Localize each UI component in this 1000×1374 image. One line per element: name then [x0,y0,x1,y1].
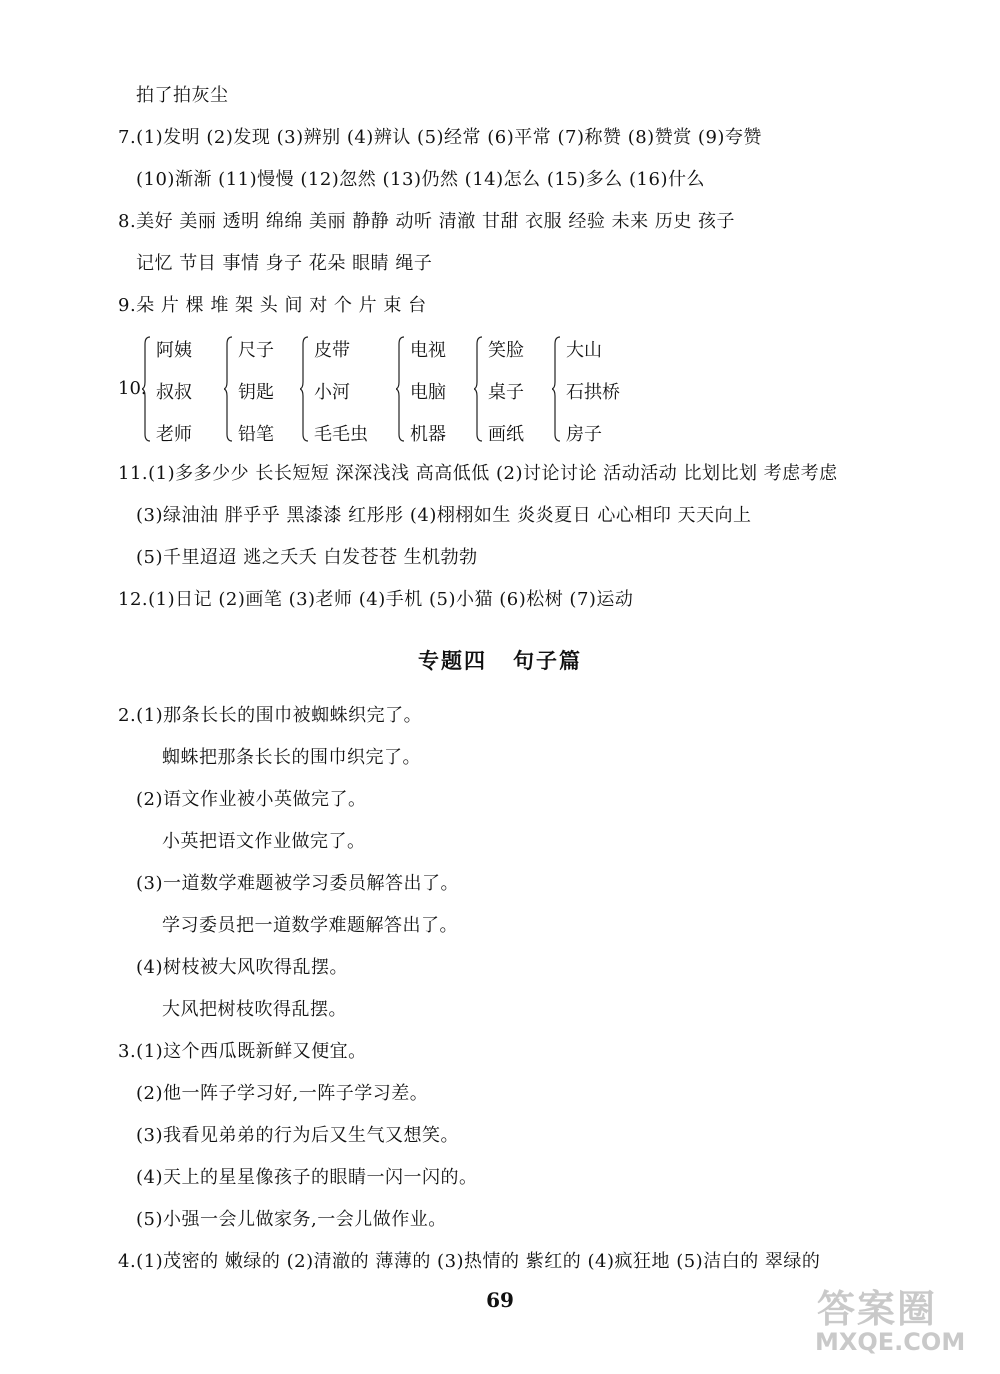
q10-word: 尺子 [238,340,274,361]
answer-line-q7: 7.(1)发明 (2)发现 (3)辨别 (4)辨认 (5)经常 (6)平常 (7)称赞 (8)赞赏 (9)夸赞 [118,127,762,148]
q10-word: 电视 [410,340,446,361]
brace-icon [142,336,151,442]
q10-word: 钥匙 [238,382,274,403]
section-title-part: 专题四 [418,649,487,673]
page-number: 69 [486,1288,514,1312]
q10-word: 阿姨 [156,340,192,361]
answer-line-s4: 4.(1)茂密的 嫩绿的 (2)清澈的 薄薄的 (3)热情的 紫红的 (4)疯狂地 (5)洁白的 翠绿的 [118,1251,821,1272]
brace-icon [224,336,233,442]
q10-word: 叔叔 [156,382,192,403]
answer-line-q8: 8.美好 美丽 透明 绵绵 美丽 静静 动听 清澈 甘甜 衣服 经验 未来 历史 孩子 [118,211,736,232]
answer-line-q12: 12.(1)日记 (2)画笔 (3)老师 (4)手机 (5)小猫 (6)松树 (7)运动 [118,589,634,610]
section-title-part: 句子篇 [513,649,582,673]
q10-word: 皮带 [314,340,350,361]
answer-line-q11-cont: (5)千里迢迢 逃之夭夭 白发苍苍 生机勃勃 [136,547,478,568]
answer-line-q11-cont: (3)绿油油 胖乎乎 黑漆漆 红彤彤 (4)栩栩如生 炎炎夏日 心心相印 天天向上 [136,505,752,526]
q10-word: 笑脸 [488,340,524,361]
watermark-logo: 答案圈 [817,1287,938,1331]
answer-line-q8-cont: 记忆 节目 事情 身子 花朵 眼睛 绳子 [136,253,433,274]
answer-line-s2: (3)一道数学难题被学习委员解答出了。 [136,873,459,894]
q10-word: 房子 [566,424,602,445]
q10-word: 铅笔 [238,424,274,445]
q10-word: 画纸 [488,424,524,445]
answer-line-q11: 11.(1)多多少少 长长短短 深深浅浅 高高低低 (2)讨论讨论 活动活动 比划比划 考虑考虑 [118,463,838,484]
answer-line-s2: 蜘蛛把那条长长的围巾织完了。 [162,747,421,768]
answer-line-s3: (2)他一阵子学习好,一阵子学习差。 [136,1083,429,1104]
answer-line-s2: 小英把语文作业做完了。 [162,831,366,852]
q10-word: 大山 [566,340,602,361]
q10-word: 石拱桥 [566,382,620,403]
answer-line-q7-cont: (10)渐渐 (11)慢慢 (12)忽然 (13)仍然 (14)怎么 (15)多么 (16)什么 [136,169,705,190]
answer-line-s3: (5)小强一会儿做家务,一会儿做作业。 [136,1209,447,1230]
q10-word: 毛毛虫 [314,424,368,445]
watermark-url: MXQE.COM [815,1328,966,1356]
answer-line-s3: (3)我看见弟弟的行为后又生气又想笑。 [136,1125,459,1146]
brace-icon [300,336,309,442]
q10-word: 桌子 [488,382,524,403]
answer-line-s2: (4)树枝被大风吹得乱摆。 [136,957,348,978]
answer-line-s2: 2.(1)那条长长的围巾被蜘蛛织完了。 [118,705,423,726]
brace-icon [474,336,483,442]
q10-label: 10. [118,378,147,399]
section-title [0,645,1000,675]
answer-line-s2: (2)语文作业被小英做完了。 [136,789,367,810]
answer-line-continuation: 拍了拍灰尘 [136,85,229,106]
q10-word: 电脑 [410,382,446,403]
brace-icon [552,336,561,442]
q10-word: 老师 [156,424,192,445]
answer-line-s2: 学习委员把一道数学难题解答出了。 [162,915,458,936]
site-watermark [815,1278,990,1366]
brace-icon [396,336,405,442]
answer-line-s2: 大风把树枝吹得乱摆。 [162,999,347,1020]
answer-line-s3: 3.(1)这个西瓜既新鲜又便宜。 [118,1041,367,1062]
answer-line-q9: 9.朵 片 棵 堆 架 头 间 对 个 片 束 台 [118,295,427,316]
answer-line-s3: (4)天上的星星像孩子的眼睛一闪一闪的。 [136,1167,478,1188]
q10-word: 小河 [314,382,350,403]
q10-word: 机器 [410,424,446,445]
